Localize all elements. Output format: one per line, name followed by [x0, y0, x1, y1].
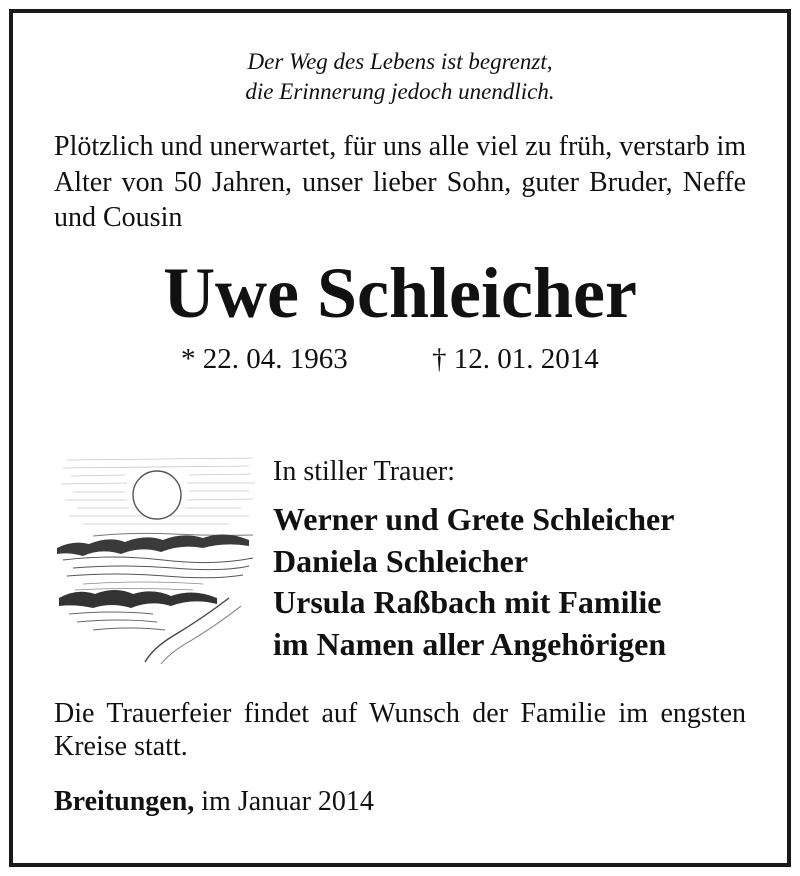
mourning-block [273, 454, 773, 665]
mourner-line: Werner und Grete Schleicher [273, 501, 675, 537]
mourner-line: Ursula Raßbach mit Familie [273, 584, 662, 620]
intro-text: Plötzlich und unerwartet, für uns alle viel zu früh, verstarb im Alter von 50 Jahren, unser lieber Sohn, guter Bruder, Neffe und Cousin [54, 131, 747, 233]
mourner-line: im Namen aller Angehörigen [273, 625, 667, 662]
sunset-over-water-sketch-icon [53, 448, 261, 666]
place-town: Breitungen, [54, 786, 195, 817]
motto-line-2: die Erinnerung jedoch unendlich. [245, 79, 555, 104]
mourner-line: Daniela Schleicher [273, 542, 529, 579]
mourning-label: In stiller Trauer: [273, 456, 455, 487]
birth-date: * 22. 04. 1963 [181, 343, 348, 375]
deceased-name: Uwe Schleicher [163, 253, 637, 333]
notice-date: im Januar 2014 [201, 786, 374, 817]
ceremony-notice: Die Trauerfeier findet auf Wunsch der Familie im engsten Kreise statt. [54, 698, 746, 762]
place-and-date [54, 784, 374, 820]
motto [0, 47, 800, 107]
motto-line-1: Der Weg des Lebens ist begrenzt, [247, 49, 553, 74]
death-date: † 12. 01. 2014 [432, 343, 599, 375]
